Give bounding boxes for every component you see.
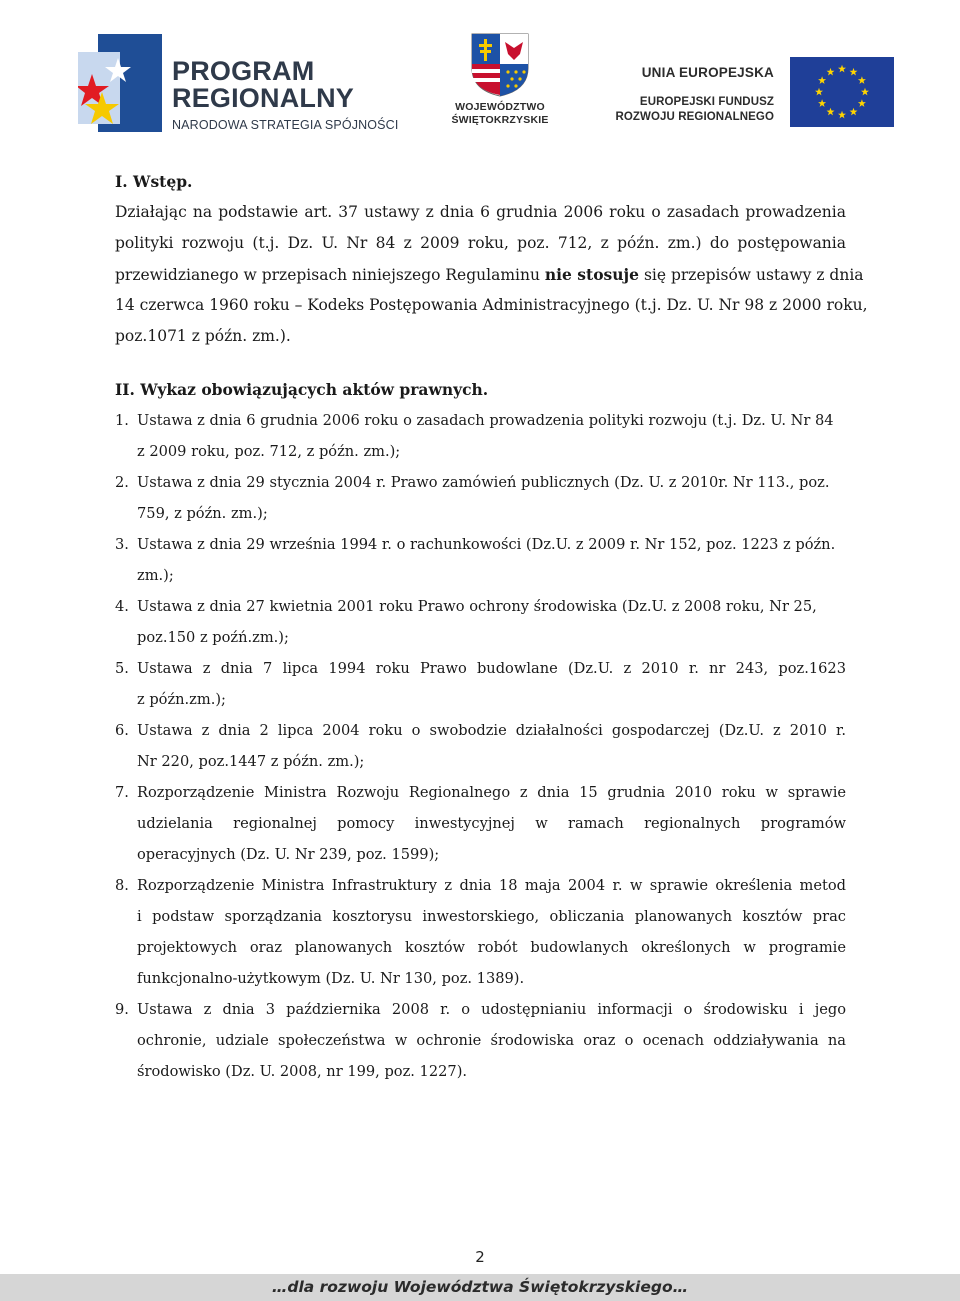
list-item-line: Ustawa z dnia 3 października 2008 r. o udostępnianiu informacji o środowisku i jego [137, 1001, 846, 1018]
list-item-number: 1. [115, 412, 129, 429]
voivodeship-line1: WOJEWÓDZTWO [455, 101, 545, 113]
intro-line-part: przewidzianego w przepisach niniejszego Regulaminu [115, 266, 540, 284]
intro-line-part: się przepisów ustawy z dnia [643, 266, 864, 284]
list-item-text [137, 405, 846, 467]
list-item-number: 9. [115, 1001, 129, 1018]
list-item-number: 4. [115, 598, 129, 615]
voivodeship-name [447, 101, 553, 127]
list-item-line: Rozporządzenie Ministra Rozwoju Regionalnego z dnia 15 grudnia 2010 roku w sprawie [137, 784, 846, 801]
intro-line: poz.1071 z późn. zm.). [115, 327, 291, 345]
section-heading-intro: I. Wstęp. [115, 172, 193, 191]
list-item [115, 467, 846, 529]
list-item-number: 3. [115, 536, 129, 553]
emphasis-text: nie stosuje [544, 265, 639, 284]
list-item-line: Ustawa z dnia 29 września 1994 r. o rachunkowości (Dz.U. z 2009 r. Nr 152, poz. 1223 z późn. [137, 536, 836, 553]
list-item-number: 2. [115, 474, 129, 491]
list-item-number: 6. [115, 722, 129, 739]
legal-acts-list [115, 405, 846, 1087]
list-item-line: Ustawa z dnia 29 stycznia 2004 r. Prawo zamówień publicznych (Dz. U. z 2010r. Nr 113., poz. [137, 474, 830, 491]
list-item [115, 405, 846, 467]
intro-line: Działając na podstawie art. 37 ustawy z dnia 6 grudnia 2006 roku o zasadach prowadzenia [115, 203, 846, 221]
list-item-text [137, 994, 846, 1087]
intro-line: 14 czerwca 1960 roku – Kodeks Postępowania Administracyjnego (t.j. Dz. U. Nr 98 z 2000 roku, [115, 296, 868, 314]
footer-bar [0, 1274, 960, 1301]
list-item-number: 7. [115, 784, 129, 801]
list-item [115, 870, 846, 994]
voivodeship-line2: ŚWIĘTOKRZYSKIE [451, 114, 549, 126]
list-item-number: 8. [115, 877, 129, 894]
program-subtitle: NARODOWA STRATEGIA SPÓJNOŚCI [172, 118, 399, 132]
list-item-line: Ustawa z dnia 27 kwietnia 2001 roku Prawo ochrony środowiska (Dz.U. z 2008 roku, Nr 25, [137, 598, 817, 615]
program-title-line2: REGIONALNY [172, 83, 355, 113]
intro-line [115, 259, 864, 290]
page-number: 2 [475, 1248, 485, 1266]
list-item [115, 529, 846, 591]
page-header [0, 0, 960, 140]
list-item-line: z 2009 roku, poz. 712, z późn. zm.); [137, 443, 401, 460]
list-item [115, 715, 846, 777]
list-item-number: 5. [115, 660, 129, 677]
program-title-line1: PROGRAM [172, 56, 315, 86]
list-item [115, 591, 846, 653]
list-item [115, 994, 846, 1087]
eu-title: UNIA EUROPEJSKA [641, 65, 774, 80]
list-item-line: Ustawa z dnia 2 lipca 2004 roku o swobodzie działalności gospodarczej (Dz.U. z 2010 r. [137, 722, 846, 739]
list-item-line: Nr 220, poz.1447 z późn. zm.); [137, 753, 365, 770]
list-item-text [137, 591, 846, 653]
list-item-line: i podstaw sporządzania kosztorysu inwestorskiego, obliczania planowanych kosztów prac [137, 908, 846, 925]
list-item-line: Ustawa z dnia 7 lipca 1994 roku Prawo budowlane (Dz.U. z 2010 r. nr 243, poz.1623 [137, 660, 846, 677]
program-regionalny-logo-icon [78, 30, 168, 135]
list-item-text [137, 653, 846, 715]
intro-line: polityki rozwoju (t.j. Dz. U. Nr 84 z 2009 roku, poz. 712, z późn. zm.) do postępowania [115, 234, 846, 252]
list-item-text [137, 529, 846, 591]
eu-fund-line2: ROZWOJU REGIONALNEGO [615, 111, 774, 123]
list-item-line: Rozporządzenie Ministra Infrastruktury z dnia 18 maja 2004 r. w sprawie określenia metod [137, 877, 846, 894]
program-regionalny-wordmark [172, 58, 398, 134]
list-item-line: 759, z późn. zm.); [137, 505, 268, 522]
list-item [115, 777, 846, 870]
list-item-text [137, 777, 846, 870]
list-item-line: Ustawa z dnia 6 grudnia 2006 roku o zasadach prowadzenia polityki rozwoju (t.j. Dz. U. Nr 84 [137, 412, 834, 429]
section-heading-legal-acts: II. Wykaz obowiązujących aktów prawnych. [115, 380, 489, 399]
list-item-line: środowisko (Dz. U. 2008, nr 199, poz. 1227). [137, 1063, 468, 1080]
document-body [115, 166, 868, 1087]
list-item-line: projektowych oraz planowanych kosztów robót budowlanych określonych w programie [137, 939, 846, 956]
list-item-line: ochronie, udziale społeczeństwa w ochronie środowiska oraz o ocenach oddziaływania na [137, 1032, 846, 1049]
eu-flag-icon [790, 57, 894, 127]
list-item-line: z późn.zm.); [137, 691, 226, 708]
list-item-line: udzielania regionalnej pomocy inwestycyjnej w ramach regionalnych programów [137, 815, 846, 832]
list-item-text [137, 467, 846, 529]
intro-paragraph [115, 197, 868, 352]
list-item-line: zm.); [137, 567, 174, 584]
voivodeship-crest-icon [470, 32, 530, 98]
list-item-line: operacyjnych (Dz. U. Nr 239, poz. 1599); [137, 846, 440, 863]
list-item-line: funkcjonalno-użytkowym (Dz. U. Nr 130, poz. 1389). [137, 970, 525, 987]
footer-tagline: …dla rozwoju Województwa Świętokrzyskiego… [271, 1278, 689, 1296]
list-item [115, 653, 846, 715]
list-item-text [137, 870, 846, 994]
eu-fund-line1: EUROPEJSKI FUNDUSZ [639, 96, 774, 108]
list-item-line: poz.150 z poźń.zm.); [137, 629, 289, 646]
eu-wordmark [615, 64, 774, 125]
list-item-text [137, 715, 846, 777]
